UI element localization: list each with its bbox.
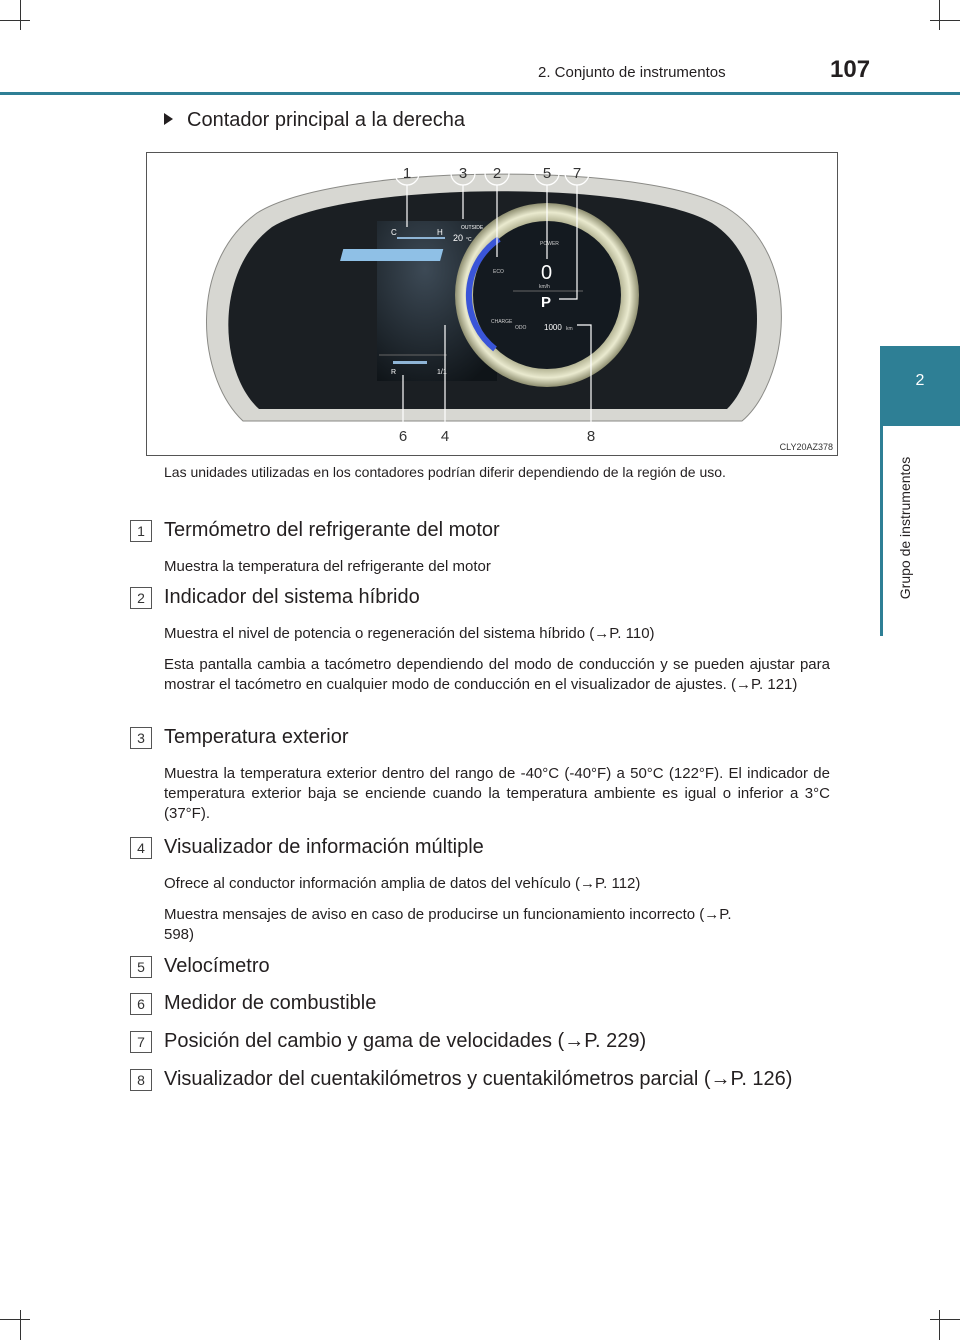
item-number-badge: 4: [130, 837, 152, 859]
page-number: 107: [830, 56, 871, 83]
coolant-gauge-bar: [397, 237, 445, 239]
odo-value: 1000: [544, 323, 562, 332]
crop-mark: [0, 20, 30, 21]
crop-mark: [930, 1319, 960, 1320]
item-title: Visualizador de información múltiple: [164, 836, 484, 858]
crop-mark: [0, 1319, 30, 1320]
figure-note: Las unidades utilizadas en los contadores podrían diferir dependiendo de la región de uso.: [164, 464, 726, 480]
item-number-badge: 6: [130, 993, 152, 1015]
fuel-gauge-bar: [393, 361, 427, 364]
header-rule: [0, 92, 960, 95]
callout-number: 4: [440, 428, 450, 445]
item-number-badge: 2: [130, 587, 152, 609]
callout-number: 7: [572, 165, 582, 182]
item-description: Ofrece al conductor información amplia de datos del vehículo (→P. 112): [164, 875, 641, 892]
callout-number: 1: [402, 165, 412, 182]
callout-number: 2: [492, 165, 502, 182]
item-number-badge: 5: [130, 956, 152, 978]
chapter-label-text: Grupo de instrumentos: [897, 456, 913, 600]
eco-label: ECO: [493, 269, 504, 275]
item-title: Indicador del sistema híbrido: [164, 586, 420, 608]
callout-number: 5: [542, 165, 552, 182]
speed-unit: km/h: [539, 284, 550, 290]
odo-unit: km: [566, 326, 573, 332]
item-description: Muestra la temperatura exterior dentro del rango de -40°C (-40°F) a 50°C (122°F). El indicador de temperatura exterior baja se enciende cuando la temperatura ambiente es igual o inferior a 3°C (37°F).: [164, 765, 830, 822]
triangle-bullet-icon: [164, 113, 173, 125]
outside-label: OUTSIDE: [461, 225, 484, 231]
fuel-empty-label: R: [391, 369, 397, 376]
chapter-rule: [880, 426, 883, 636]
item-title: Temperatura exterior: [164, 726, 349, 748]
item-title: Visualizador del cuentakilómetros y cuentakilómetros parcial (→P. 126): [164, 1068, 793, 1090]
mode-icon-strip: [340, 249, 443, 261]
crop-mark: [930, 20, 960, 21]
odo-label: ODO: [515, 325, 527, 331]
crop-mark: [939, 0, 940, 30]
coolant-hot-label: H: [437, 228, 443, 237]
gear-position: P: [541, 294, 552, 311]
item-description: Esta pantalla cambia a tacómetro dependiendo del modo de conducción y se pueden ajustar para mostrar el tacómetro en cualquier modo de conducción en el visualizador de ajustes. (→P. 121): [164, 656, 830, 693]
item-number-badge: 3: [130, 727, 152, 749]
speed-value: 0: [541, 262, 553, 284]
instrument-cluster-illustration: [147, 153, 837, 455]
subheading: [164, 109, 465, 132]
item-title: Posición del cambio y gama de velocidades (→P. 229): [164, 1030, 647, 1052]
crop-mark: [20, 1310, 21, 1340]
item-number-badge: 1: [130, 520, 152, 542]
chapter-number: 2: [915, 372, 925, 389]
item-title: Medidor de combustible: [164, 992, 377, 1014]
crop-mark: [939, 1310, 940, 1340]
item-number-badge: 8: [130, 1069, 152, 1091]
outside-temp: 20: [453, 233, 464, 243]
fuel-full-label: 1/1: [437, 369, 447, 376]
instrument-cluster-figure: [146, 152, 838, 456]
coolant-cold-label: C: [391, 228, 397, 237]
crop-mark: [20, 0, 21, 30]
charge-label: CHARGE: [491, 319, 513, 325]
subheading-text: Contador principal a la derecha: [187, 109, 465, 131]
item-title: Velocímetro: [164, 955, 270, 977]
item-description: Muestra mensajes de aviso en caso de producirse un funcionamiento incorrecto (→P. 598): [164, 906, 732, 943]
item-description: Muestra la temperatura del refrigerante del motor: [164, 558, 491, 575]
item-number-badge: 7: [130, 1031, 152, 1053]
item-description: Muestra el nivel de potencia o regeneración del sistema híbrido (→P. 110): [164, 625, 655, 642]
callout-number: 8: [586, 428, 596, 445]
power-label: POWER: [540, 241, 559, 247]
item-title: Termómetro del refrigerante del motor: [164, 519, 500, 541]
callout-number: 6: [398, 428, 408, 445]
callout-number: 3: [458, 165, 468, 182]
section-title: 2. Conjunto de instrumentos: [538, 64, 726, 81]
figure-code: CLY20AZ378: [779, 442, 833, 452]
outside-temp-unit: °C: [466, 237, 472, 243]
chapter-label: [896, 438, 914, 618]
